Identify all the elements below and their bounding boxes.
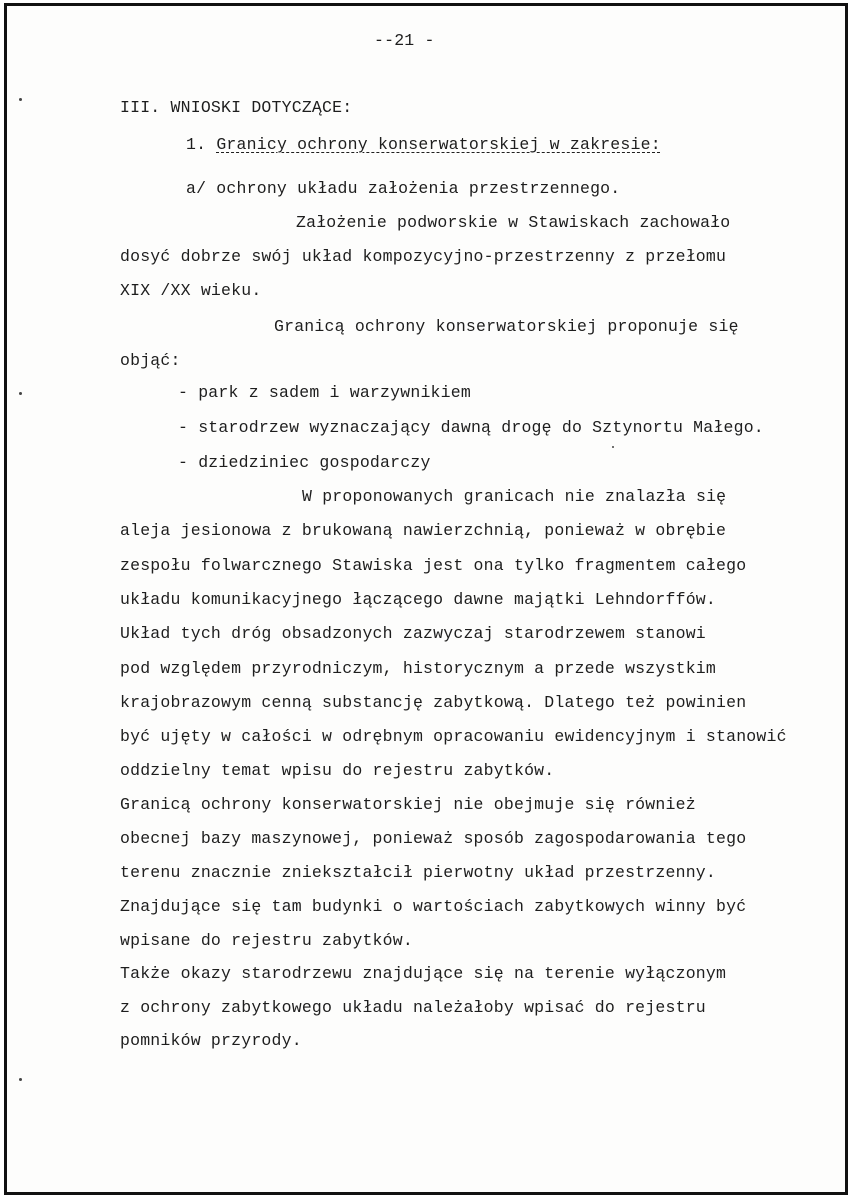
page-number: --21 - [374, 31, 435, 50]
scan-speck [19, 392, 22, 395]
list-item: - park z sadem i warzywnikiem [178, 383, 471, 402]
subheading-number: 1. [186, 135, 207, 154]
subheading [186, 135, 661, 155]
paragraph3-line3: zespołu folwarcznego Stawiska jest ona tylko fragmentem całego [120, 556, 747, 575]
scan-speck [612, 446, 614, 448]
item-a: a/ ochrony układu założenia przestrzennego. [186, 179, 621, 198]
subheading-text: Granicy ochrony konserwatorskiej w zakresie: [216, 135, 661, 154]
paragraph5-line3: pomników przyrody. [120, 1031, 302, 1050]
paragraph3-line2: aleja jesionowa z brukowaną nawierzchnią, ponieważ w obrębie [120, 521, 727, 540]
paragraph3-line6: pod względem przyrodniczym, historycznym a przede wszystkim [120, 659, 716, 678]
paragraph3-line9: oddzielny temat wpisu do rejestru zabytków. [120, 761, 555, 780]
paragraph5-line2: z ochrony zabytkowego układu należałoby wpisać do rejestru [120, 998, 706, 1017]
paragraph4-line4: Znajdujące się tam budynki o wartościach zabytkowych winny być [120, 897, 747, 916]
scan-speck [19, 1078, 22, 1081]
scanned-page [4, 3, 848, 1195]
list-item: - starodrzew wyznaczający dawną drogę do Sztynortu Małego. [178, 418, 764, 437]
paragraph5-line1: Także okazy starodrzewu znajdujące się na terenie wyłączonym [120, 964, 727, 983]
section-heading: III. WNIOSKI DOTYCZĄCE: [120, 98, 353, 117]
list-item: - dziedziniec gospodarczy [178, 453, 431, 472]
paragraph3-line8: być ujęty w całości w odrębnym opracowaniu ewidencyjnym i stanowić [120, 727, 787, 746]
paragraph1-line2: dosyć dobrze swój układ kompozycyjno-przestrzenny z przełomu [120, 247, 727, 266]
paragraph2-line1: Granicą ochrony konserwatorskiej proponuje się [274, 317, 739, 336]
paragraph1-line3: XIX /XX wieku. [120, 281, 262, 300]
paragraph3-line4: układu komunikacyjnego łączącego dawne majątki Lehndorffów. [120, 590, 716, 609]
paragraph1-line1: Założenie podworskie w Stawiskach zachowało [296, 213, 731, 232]
paragraph3-line1: W proponowanych granicach nie znalazła się [302, 487, 727, 506]
scan-speck [19, 98, 22, 101]
paragraph2-line2: objąć: [120, 351, 181, 370]
paragraph3-line7: krajobrazowym cenną substancję zabytkową. Dlatego też powinien [120, 693, 747, 712]
paragraph4-line3: terenu znacznie zniekształcił pierwotny układ przestrzenny. [120, 863, 716, 882]
paragraph4-line1: Granicą ochrony konserwatorskiej nie obejmuje się również [120, 795, 696, 814]
paragraph4-line5: wpisane do rejestru zabytków. [120, 931, 413, 950]
paragraph4-line2: obecnej bazy maszynowej, ponieważ sposób zagospodarowania tego [120, 829, 747, 848]
paragraph3-line5: Układ tych dróg obsadzonych zazwyczaj starodrzewem stanowi [120, 624, 706, 643]
